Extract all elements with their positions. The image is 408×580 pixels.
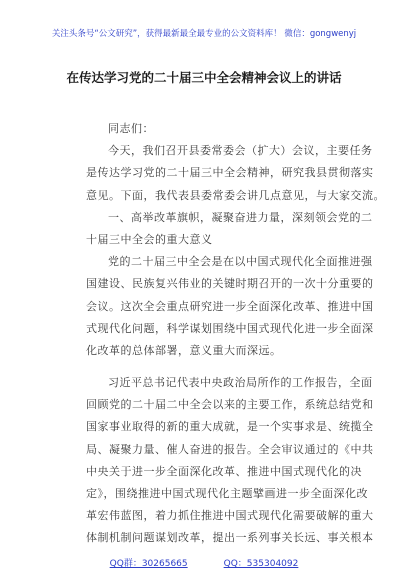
paragraph-line: 式现代化问题，科学谋划围绕中国式现代化进一步全面深	[86, 321, 374, 335]
qq-group-link[interactable]: QQ群：30265665	[109, 559, 188, 569]
paragraph-line: 会议。这次全会重点研究进一步全面深化改革、推进中国	[86, 299, 374, 313]
paragraph-line: 革宏伟蓝图，着力抓住推进中国式现代化需要破解的重大	[86, 509, 374, 523]
paragraph-line: 习近平总书记代表中央政治局所作的工作报告，全面	[108, 376, 373, 390]
salutation-line: 同志们：	[108, 122, 154, 135]
section-heading-line: 十届三中全会的重大意义	[86, 232, 213, 246]
paragraph-line: 是传达学习党的二十届三中全会精神，研究我县贯彻落实	[86, 166, 374, 180]
paragraph-line: 国建设、民族复兴伟业的关键时期召开的一次十分重要的	[86, 277, 374, 291]
qq-contact-link[interactable]: QQ：535304092	[223, 559, 299, 569]
header-banner: 关注头条号“公文研究”，获得最新最全最专业的公文资料库！ 微信：gongwenyj	[51, 29, 357, 39]
paragraph-line: 国家事业取得的新的重大成就，是一个实事求是、统揽全	[86, 420, 374, 434]
paragraph-gap	[86, 362, 336, 372]
paragraph-line: 党的二十届三中全会是在以中国式现代化全面推进强	[108, 255, 373, 269]
paragraph-line: 中央关于进一步全面深化改革、推进中国式现代化的决	[86, 464, 362, 478]
document-body	[86, 118, 385, 550]
paragraph-line: 局、凝聚力量、催人奋进的报告。全会审议通过的《中共	[86, 442, 374, 456]
paragraph-line: 定》，围绕推进中国式现代化主题擘画进一步全面深化改	[86, 487, 368, 500]
document-title: 在传达学习党的二十届三中全会精神会议上的讲话	[66, 70, 342, 85]
paragraph-line: 体制机制问题谋划改革，提出一系列事关长远、事关根本	[86, 531, 374, 545]
paragraph-line: 今天，我们召开县委常委会（扩大）会议，主要任务	[108, 144, 373, 158]
paragraph-line: 回顾党的二十届二中全会以来的主要工作，系统总结党和	[86, 398, 374, 412]
paragraph-line: 化改革的总体部署，意义重大而深远。	[86, 343, 282, 357]
paragraph-line: 意见。下面，我代表县委常委会讲几点意见，与大家交流。	[86, 188, 385, 202]
footer-contact	[0, 556, 408, 569]
section-heading-line: 一、高举改革旗帜，凝聚奋进力量，深刻领会党的二	[108, 210, 373, 224]
